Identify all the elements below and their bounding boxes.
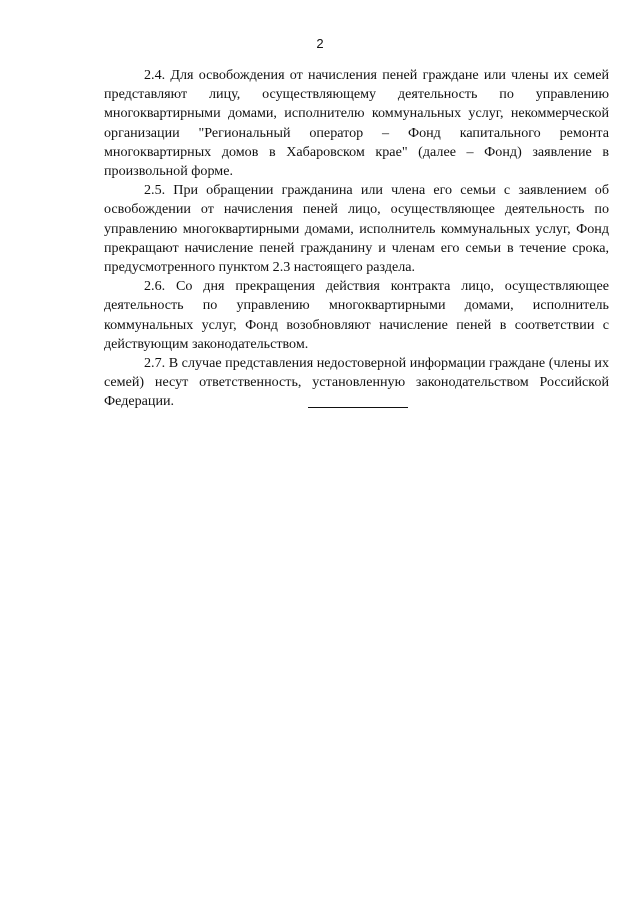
paragraph-number: 2.4. (144, 67, 166, 83)
paragraph-2-7 (104, 354, 609, 412)
end-of-document-line (308, 407, 408, 408)
paragraph-number: 2.7. (144, 355, 166, 372)
page-number: 2 (316, 36, 324, 51)
paragraph-2-6 (104, 277, 609, 354)
paragraph-2-4 (104, 66, 609, 181)
paragraph-text: При обращении гражданина или члена его семьи с заявлением об освобождении от начисления пеней лицо, осуществляющее деятельность по управлению многоквартирными домами, исполнитель коммунальных услуг, Фонд прекращают начисление пеней гражданину и членам его семьи в течение срока, предусмотренного пунктом 2.3 настоящего раздела. (104, 182, 609, 276)
paragraph-2-5 (104, 181, 609, 277)
paragraph-number: 2.6. (144, 278, 166, 295)
document-body (104, 66, 609, 412)
paragraph-text: Со дня прекращения действия контракта лицо, осуществляющее деятельность по управлению многоквартирными домами, исполнитель коммунальных услуг, Фонд возобновляют начисление пеней в соответствии с действующим законодательством. (104, 278, 609, 352)
paragraph-text: Для освобождения от начисления пеней граждане или члены их семей представляют лицу, осуществляющему деятельность по управлению многоквартирными домами, исполнителю коммунальных услуг, некоммерческой организации "Региональный оператор – Фонд капитального ремонта многоквартирных домов в Хабаровском крае" (далее – Фонд) заявление в произвольной форме. (104, 67, 609, 180)
paragraph-number: 2.5. (144, 182, 166, 199)
paragraph-text: В случае представления недостоверной информации граждане (члены их семей) несут ответственность, установленную законодательством Российской Федерации. (104, 355, 609, 410)
